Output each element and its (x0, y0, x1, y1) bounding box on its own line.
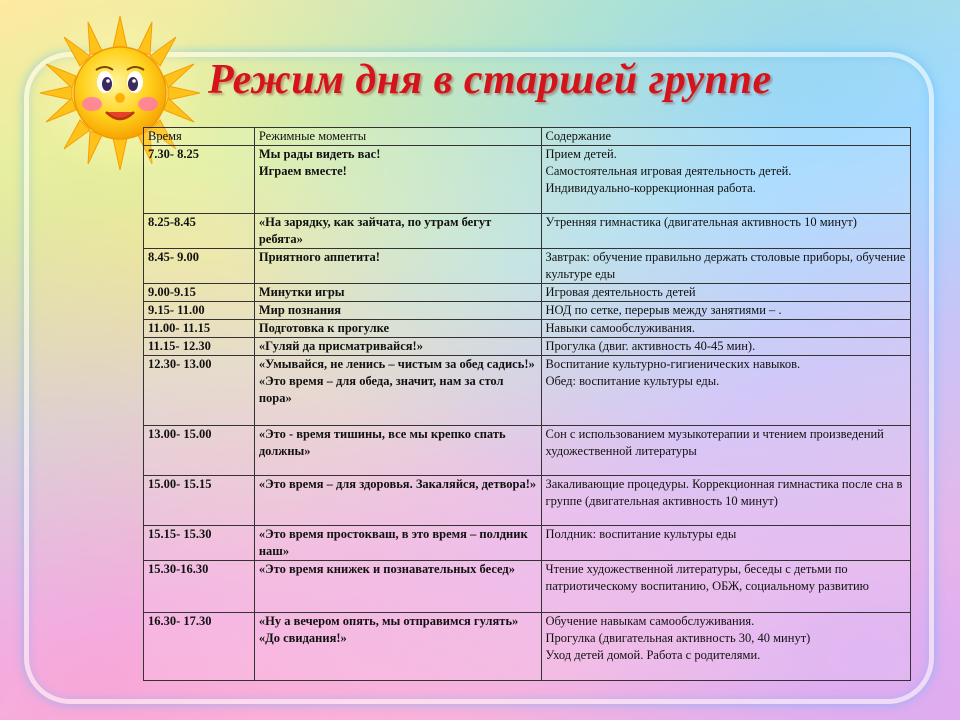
table-row (144, 249, 911, 284)
cell-moment (254, 302, 541, 320)
table-header-row (144, 128, 911, 146)
table-row (144, 214, 911, 249)
content-line: Навыки самообслуживания. (545, 321, 696, 335)
table-row (144, 356, 911, 426)
cell-moment (254, 613, 541, 681)
content-line: Самостоятельная игровая деятельность детей. (545, 164, 792, 178)
cell-time: 11.15- 12.30 (144, 338, 255, 356)
content-line: Утренняя гимнастика (двигательная активность 10 минут) (545, 215, 857, 229)
cell-content (541, 426, 911, 476)
table-row (144, 284, 911, 302)
cell-moment (254, 426, 541, 476)
cell-time: 16.30- 17.30 (144, 613, 255, 681)
cell-time: 8.25-8.45 (144, 214, 255, 249)
table-row (144, 320, 911, 338)
table-row (144, 338, 911, 356)
table-row (144, 613, 911, 681)
content-line: Сон с использованием музыкотерапии и чтением произведений художественной литературы (545, 427, 884, 458)
page-title: Режим дня в старшей группе (208, 57, 772, 103)
moment-line: «На зарядку, как зайчата, по утрам бегут ребята» (258, 215, 492, 246)
cell-moment (254, 356, 541, 426)
cell-moment (254, 249, 541, 284)
cell-moment (254, 214, 541, 249)
content-line: Обучение навыкам самообслуживания. (545, 614, 755, 628)
cell-time: 15.15- 15.30 (144, 526, 255, 561)
cell-moment (254, 146, 541, 214)
cell-moment (254, 320, 541, 338)
content-line: НОД по сетке, перерыв между занятиями – . (545, 303, 782, 317)
cell-content (541, 338, 911, 356)
content-line: Обед: воспитание культуры еды. (545, 374, 720, 388)
content-line: Индивидуально-коррекционная работа. (545, 181, 756, 195)
cell-moment (254, 338, 541, 356)
cell-moment (254, 526, 541, 561)
table-row (144, 426, 911, 476)
cell-content (541, 284, 911, 302)
cell-moment (254, 284, 541, 302)
content-line: Прогулка (двигательная активность 30, 40 минут) (545, 631, 811, 645)
cell-moment (254, 476, 541, 526)
table-row (144, 146, 911, 214)
cell-content (541, 476, 911, 526)
cell-content (541, 526, 911, 561)
content-line: Полдник: воспитание культуры еды (545, 527, 737, 541)
cell-time: 13.00- 15.00 (144, 426, 255, 476)
content-line: Чтение художественной литературы, беседы с детьми по патриотическому воспитанию, ОБЖ, социальному развитию (545, 562, 869, 593)
cell-content (541, 356, 911, 426)
cell-moment (254, 561, 541, 613)
moment-line: «Это время книжек и познавательных бесед» (258, 562, 515, 576)
content-line: Закаливающие процедуры. Коррекционная гимнастика после сна в группе (двигательная активность 10 минут) (545, 477, 903, 508)
schedule-table (143, 127, 911, 681)
cell-content (541, 561, 911, 613)
moment-line: «Гуляй да присматривайся!» (258, 339, 423, 353)
moment-line: «До свидания!» (258, 631, 347, 645)
moment-line: Приятного аппетита! (258, 250, 380, 264)
content-line: Прогулка (двиг. активность 40-45 мин). (545, 339, 756, 353)
cell-time: 8.45- 9.00 (144, 249, 255, 284)
cell-time: 11.00- 11.15 (144, 320, 255, 338)
cell-time: 9.15- 11.00 (144, 302, 255, 320)
moment-line: «Это время – для здоровья. Закаляйся, детвора!» (258, 477, 537, 491)
content-line: Прием детей. (545, 147, 617, 161)
table-row (144, 302, 911, 320)
moment-line: «Умывайся, не ленись – чистым за обед садись!» (258, 357, 535, 371)
moment-line: Мы рады видеть вас! (258, 147, 381, 161)
table-row (144, 476, 911, 526)
cell-content (541, 302, 911, 320)
content-line: Игровая деятельность детей (545, 285, 696, 299)
cell-content (541, 320, 911, 338)
header-content: Содержание (541, 128, 911, 146)
moment-line: «Это - время тишины, все мы крепко спать должны» (258, 427, 506, 458)
moment-line: «Это время – для обеда, значит, нам за стол пора» (258, 374, 504, 405)
moment-line: Мир познания (258, 303, 342, 317)
cell-content (541, 613, 911, 681)
cell-time: 15.00- 15.15 (144, 476, 255, 526)
moment-line: «Это время простокваш, в это время – полдник наш» (258, 527, 528, 558)
content-line: Воспитание культурно-гигиенических навыков. (545, 357, 801, 371)
content-line: Завтрак: обучение правильно держать столовые приборы, обучение культуре еды (545, 250, 906, 281)
cell-time: 9.00-9.15 (144, 284, 255, 302)
header-time: Время (144, 128, 255, 146)
moment-line: Играем вместе! (258, 164, 347, 178)
cell-content (541, 214, 911, 249)
moment-line: «Ну а вечером опять, мы отправимся гулять» (258, 614, 519, 628)
header-moments: Режимные моменты (254, 128, 541, 146)
cell-time: 15.30-16.30 (144, 561, 255, 613)
table-row (144, 561, 911, 613)
cell-content (541, 146, 911, 214)
cell-content (541, 249, 911, 284)
cell-time: 7.30- 8.25 (144, 146, 255, 214)
content-line: Уход детей домой. Работа с родителями. (545, 648, 761, 662)
moment-line: Минутки игры (258, 285, 345, 299)
moment-line: Подготовка к прогулке (258, 321, 390, 335)
table-row (144, 526, 911, 561)
cell-time: 12.30- 13.00 (144, 356, 255, 426)
